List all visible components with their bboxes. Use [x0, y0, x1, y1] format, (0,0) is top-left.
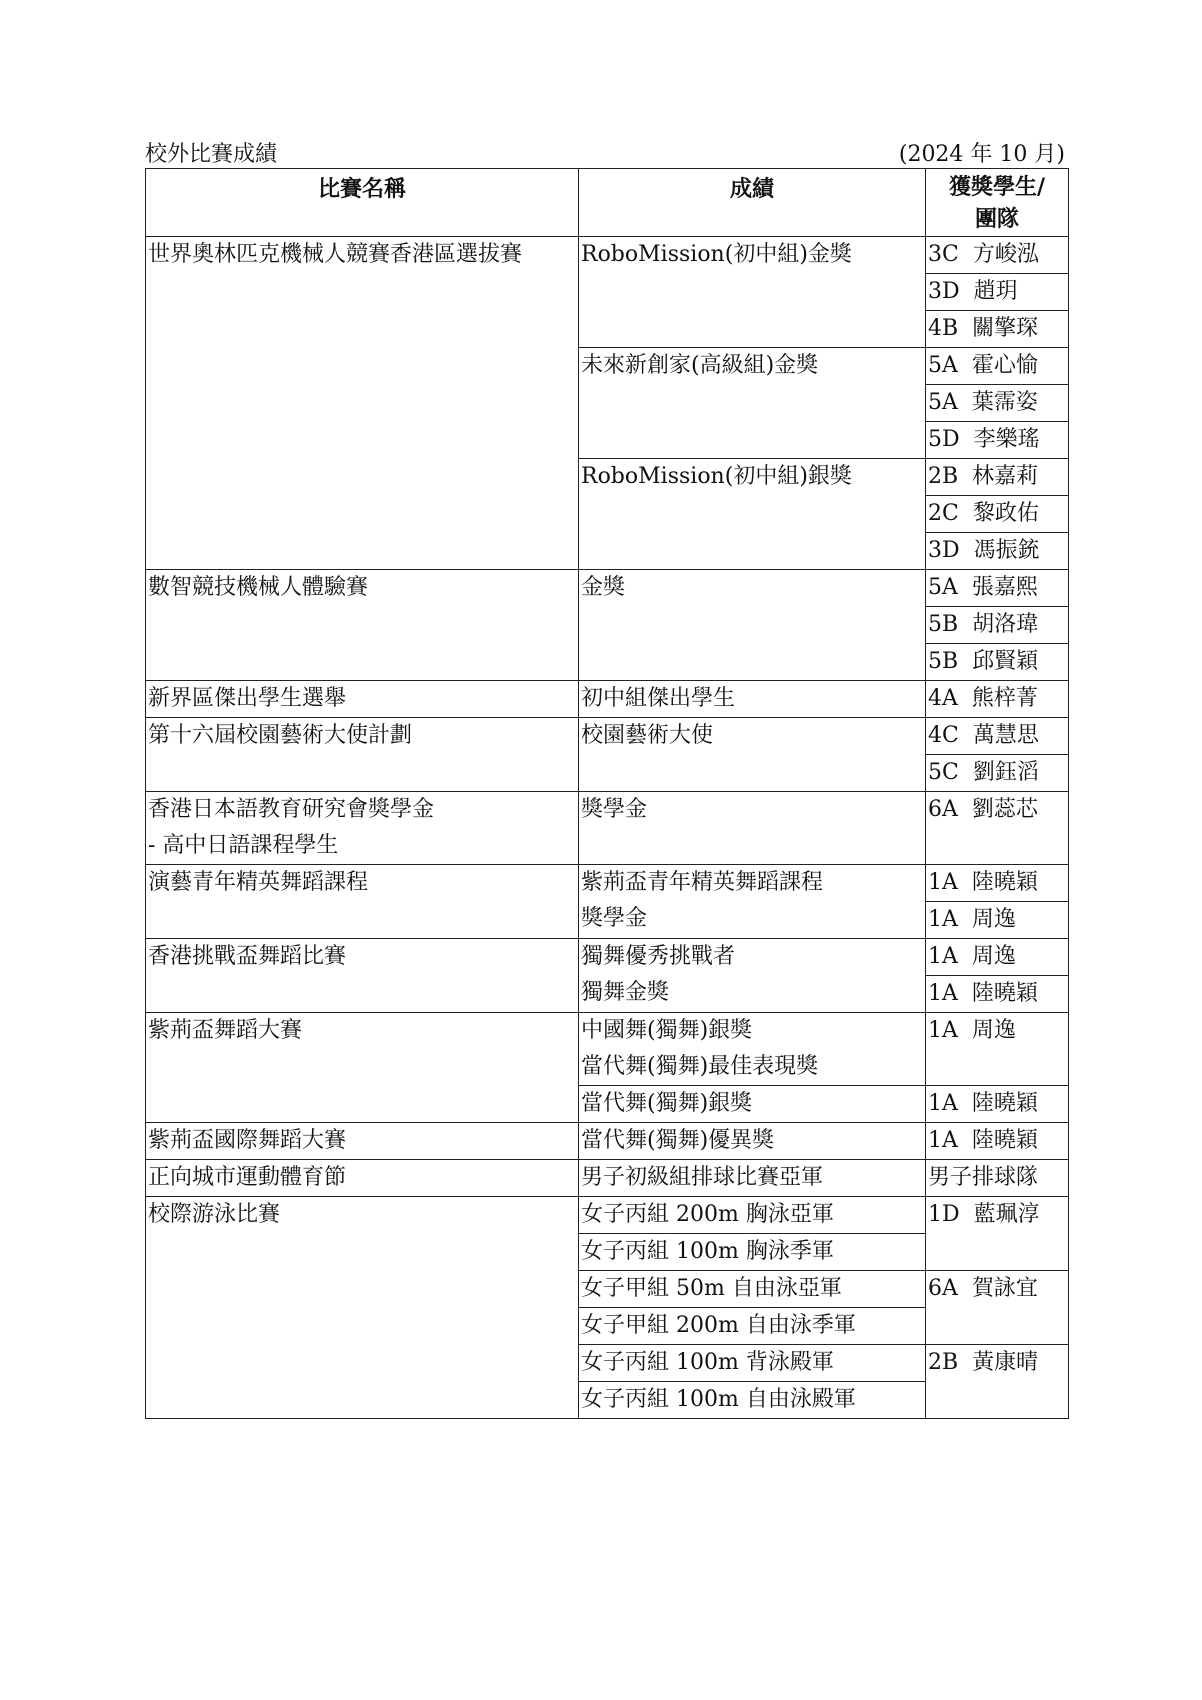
competition-cell: 校際游泳比賽	[146, 1197, 579, 1419]
student-cell	[926, 865, 1069, 902]
student-name: 馮振銃	[973, 538, 1040, 563]
table-row	[146, 939, 1069, 976]
student-cell	[926, 902, 1069, 939]
student-name: 黃康晴	[972, 1350, 1039, 1375]
result-cell: 初中組傑出學生	[579, 681, 926, 718]
result-cell: RoboMission(初中組)金獎	[579, 237, 926, 348]
class-code: 1A	[928, 1091, 958, 1116]
student-name: 李樂瑤	[973, 427, 1040, 452]
page-title: 校外比賽成績	[145, 142, 278, 167]
student-name: 熊梓菁	[971, 686, 1038, 711]
result-cell: 女子丙組 100m 背泳殿軍	[579, 1345, 926, 1382]
class-code: 6A	[928, 1276, 958, 1301]
table-row	[146, 570, 1069, 607]
student-cell	[926, 274, 1069, 311]
result-cell: 女子甲組 50m 自由泳亞軍	[579, 1271, 926, 1308]
student-cell	[926, 681, 1069, 718]
result-line: 中國舞(獨舞)銀獎	[581, 1018, 753, 1043]
student-name: 霍心愉	[971, 353, 1038, 378]
student-name: 胡洛瑋	[972, 612, 1039, 637]
result-cell: 獎學金	[579, 792, 926, 865]
result-cell: 當代舞(獨舞)優異獎	[579, 1123, 926, 1160]
class-code: 2C	[928, 501, 959, 526]
student-name: 關擎琛	[972, 316, 1039, 341]
student-name: 葉霈姿	[971, 390, 1038, 415]
class-code: 5A	[928, 353, 958, 378]
student-name: 劉蕊芯	[971, 797, 1038, 822]
competition-cell: 紫荊盃國際舞蹈大賽	[146, 1123, 579, 1160]
student-cell	[926, 311, 1069, 348]
student-cell	[926, 570, 1069, 607]
student-cell	[926, 792, 1069, 865]
class-code: 5A	[928, 390, 958, 415]
student-cell	[926, 1013, 1069, 1086]
header-competition: 比賽名稱	[146, 169, 579, 237]
competition-cell: 新界區傑出學生選舉	[146, 681, 579, 718]
student-name: 陸曉穎	[971, 981, 1038, 1006]
student-cell	[926, 755, 1069, 792]
student-cell	[926, 1197, 1069, 1271]
table-row	[146, 681, 1069, 718]
student-cell	[926, 422, 1069, 459]
student-cell	[926, 607, 1069, 644]
class-code: 5B	[928, 612, 959, 637]
competition-cell	[146, 792, 579, 865]
result-cell	[579, 1013, 926, 1086]
class-code: 5C	[928, 760, 959, 785]
student-name: 張嘉熙	[971, 575, 1038, 600]
table-row	[146, 1013, 1069, 1086]
class-code: 2B	[928, 464, 959, 489]
class-code: 1D	[928, 1202, 960, 1227]
student-name: 賀詠宜	[971, 1276, 1038, 1301]
table-row	[146, 237, 1069, 274]
student-name: 黎政佑	[972, 501, 1039, 526]
table-row	[146, 1123, 1069, 1160]
result-line: 獨舞優秀挑戰者	[581, 944, 736, 969]
student-cell	[926, 385, 1069, 422]
student-name: 周逸	[971, 907, 1016, 932]
student-name: 方峻泓	[972, 242, 1039, 267]
competition-cell: 紫荊盃舞蹈大賽	[146, 1013, 579, 1123]
student-cell	[926, 459, 1069, 496]
result-line: 當代舞(獨舞)最佳表現獎	[581, 1054, 819, 1079]
result-cell: RoboMission(初中組)銀獎	[579, 459, 926, 570]
student-cell	[926, 939, 1069, 976]
result-line: 獎學金	[581, 906, 648, 931]
class-code: 3C	[928, 242, 959, 267]
student-name: 萬慧思	[972, 723, 1039, 748]
header-student: 獲獎學生/ 團隊	[926, 169, 1069, 237]
student-name: 林嘉莉	[972, 464, 1039, 489]
class-code: 2B	[928, 1350, 959, 1375]
student-cell	[926, 976, 1069, 1013]
table-row	[146, 718, 1069, 755]
student-name: 周逸	[971, 1018, 1016, 1043]
student-cell	[926, 1086, 1069, 1123]
competition-cell: 數智競技機械人體驗賽	[146, 570, 579, 681]
student-name: 陸曉穎	[971, 1091, 1038, 1116]
student-cell	[926, 348, 1069, 385]
class-code: 1A	[928, 907, 958, 932]
competition-cell: 演藝青年精英舞蹈課程	[146, 865, 579, 939]
class-code: 5A	[928, 575, 958, 600]
student-cell	[926, 1123, 1069, 1160]
competition-subtitle: - 高中日語課程學生	[148, 833, 339, 858]
class-code: 5B	[928, 649, 959, 674]
page-header	[145, 137, 1067, 169]
student-cell	[926, 237, 1069, 274]
class-code: 4C	[928, 723, 959, 748]
result-cell: 當代舞(獨舞)銀獎	[579, 1086, 926, 1123]
student-name: 陸曉穎	[971, 870, 1038, 895]
competition-results-table	[145, 168, 1069, 1419]
result-cell: 未來新創家(高級組)金獎	[579, 348, 926, 459]
student-name: 邱賢穎	[972, 649, 1039, 674]
student-name: 劉鈺滔	[972, 760, 1039, 785]
result-line: 紫荊盃青年精英舞蹈課程	[581, 870, 824, 895]
student-name: 趙玥	[973, 279, 1018, 304]
student-cell	[926, 533, 1069, 570]
student-cell	[926, 1271, 1069, 1345]
result-cell: 校園藝術大使	[579, 718, 926, 792]
class-code: 4B	[928, 316, 959, 341]
result-cell: 男子初級組排球比賽亞軍	[579, 1160, 926, 1197]
competition-cell: 正向城市運動體育節	[146, 1160, 579, 1197]
team-cell: 男子排球隊	[926, 1160, 1069, 1197]
class-code: 4A	[928, 686, 958, 711]
class-code: 5D	[928, 427, 960, 452]
report-date: (2024 年 10 月)	[898, 142, 1065, 167]
student-cell	[926, 1345, 1069, 1419]
result-line: 獨舞金獎	[581, 980, 670, 1005]
student-name: 陸曉穎	[971, 1128, 1038, 1153]
result-cell	[579, 865, 926, 939]
result-cell: 女子丙組 200m 胸泳亞軍	[579, 1197, 926, 1234]
class-code: 6A	[928, 797, 958, 822]
class-code: 3D	[928, 538, 960, 563]
class-code: 1A	[928, 1128, 958, 1153]
class-code: 1A	[928, 1018, 958, 1043]
student-cell	[926, 496, 1069, 533]
result-cell	[579, 939, 926, 1013]
competition-cell: 世界奧林匹克機械人競賽香港區選拔賽	[146, 237, 579, 570]
class-code: 1A	[928, 981, 958, 1006]
header-result: 成績	[579, 169, 926, 237]
result-cell: 金獎	[579, 570, 926, 681]
class-code: 3D	[928, 279, 960, 304]
table-row	[146, 792, 1069, 865]
student-name: 藍珮淳	[973, 1202, 1040, 1227]
table-row	[146, 1197, 1069, 1234]
class-code: 1A	[928, 870, 958, 895]
student-cell	[926, 644, 1069, 681]
competition-cell: 第十六屆校園藝術大使計劃	[146, 718, 579, 792]
competition-name: 香港日本語教育研究會獎學金	[148, 797, 435, 822]
result-cell: 女子丙組 100m 胸泳季軍	[579, 1234, 926, 1271]
competition-cell: 香港挑戰盃舞蹈比賽	[146, 939, 579, 1013]
result-cell: 女子甲組 200m 自由泳季軍	[579, 1308, 926, 1345]
result-cell: 女子丙組 100m 自由泳殿軍	[579, 1382, 926, 1419]
table-row	[146, 1160, 1069, 1197]
table-row	[146, 865, 1069, 902]
class-code: 1A	[928, 944, 958, 969]
table-header-row	[146, 169, 1069, 237]
student-cell	[926, 718, 1069, 755]
student-name: 周逸	[971, 944, 1016, 969]
